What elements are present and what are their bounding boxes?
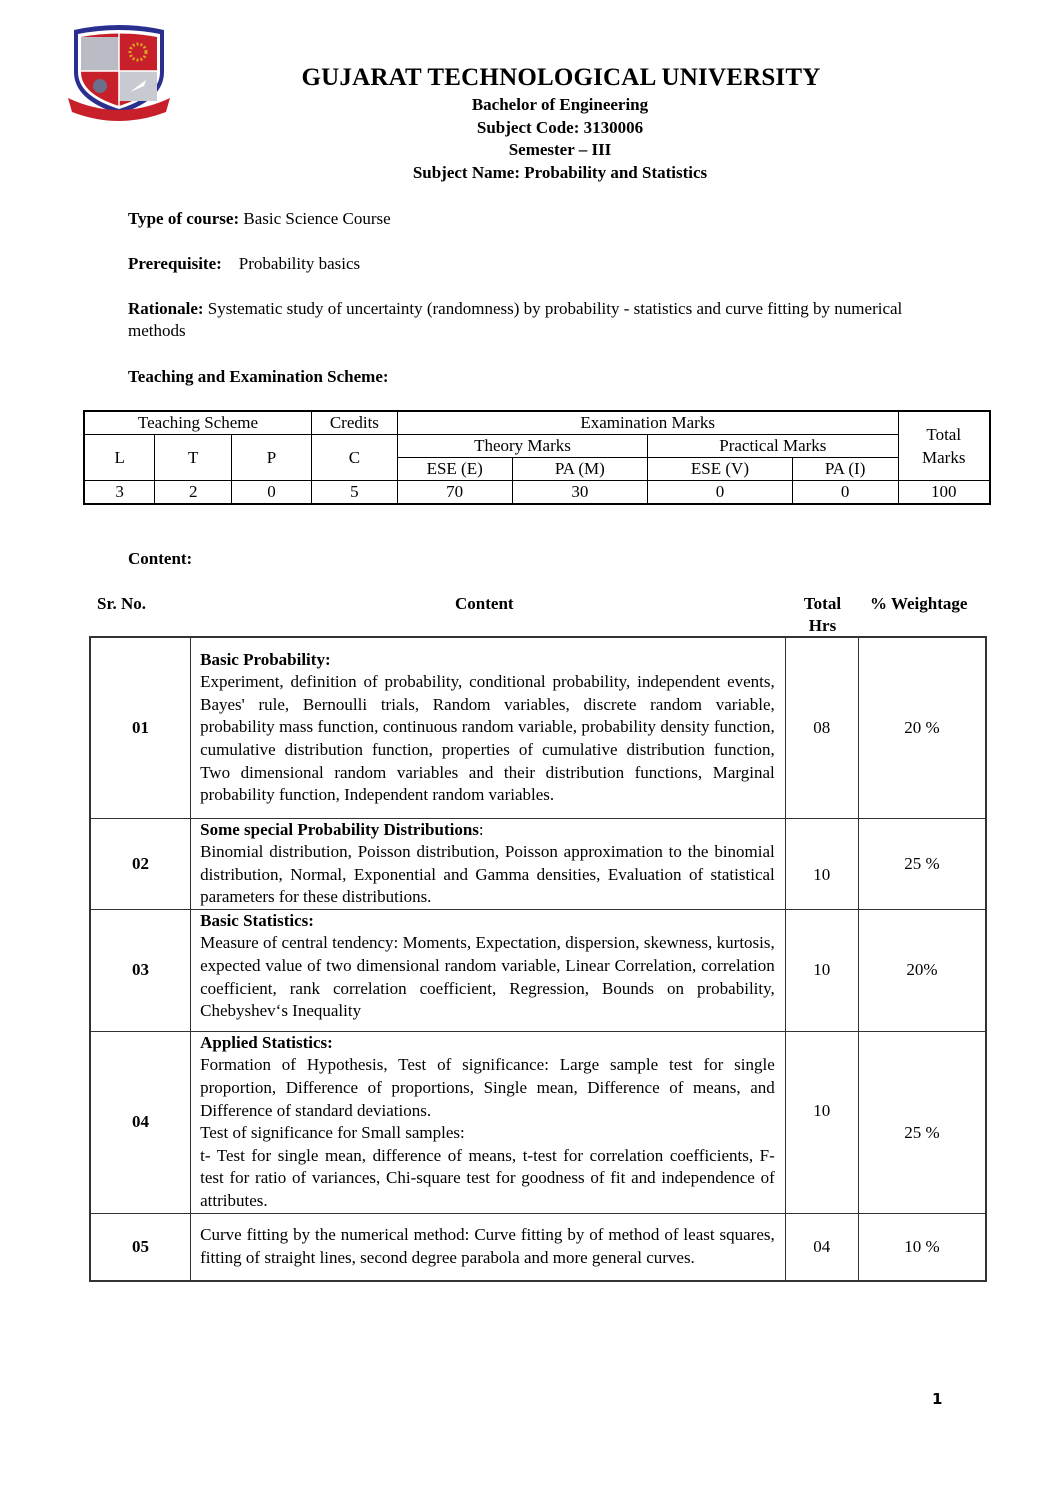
- table-row: [90, 818, 986, 909]
- row-weightage: 20%: [858, 909, 986, 1031]
- row-content: [191, 909, 786, 1031]
- type-of-course-label: Type of course:: [128, 209, 240, 228]
- row-hrs: [785, 818, 858, 909]
- content-table: [89, 636, 987, 1282]
- teaching-scheme-header: Teaching Scheme: [84, 411, 311, 435]
- col-L: L: [84, 435, 155, 481]
- row-description-2: Test of significance for Small samples:: [200, 1123, 465, 1143]
- value-total: 100: [898, 481, 990, 505]
- row-topic: Basic Statistics:: [200, 910, 314, 930]
- header-total-hrs-line1: Total: [803, 594, 842, 613]
- row-description: Measure of central tendency: Moments, Expectation, dispersion, skewness, kurtosis, expected value of two dimensional random variable, Linear Correlation, correlation coefficient, rank correlation coefficient, Regression, Bounds on probability, Chebyshev‘s Inequality: [200, 933, 775, 1021]
- subject-name: Subject Name: Probability and Statistics: [412, 162, 708, 182]
- row-weightage: 25 %: [858, 818, 986, 909]
- degree: Bachelor of Engineering: [471, 95, 649, 114]
- row-topic: Basic Probability:: [200, 649, 331, 669]
- rationale: [128, 298, 958, 342]
- value-L: 3: [84, 481, 155, 505]
- rationale-value: Systematic study of uncertainty (randomness) by probability - statistics and curve fitting by numerical methods: [128, 299, 903, 340]
- row-weightage: 20 %: [858, 637, 986, 818]
- row-sr-no: 04: [90, 1031, 191, 1213]
- value-P: 0: [232, 481, 312, 505]
- table-row: [90, 637, 986, 818]
- value-T: 2: [155, 481, 232, 505]
- header-content: Content: [455, 594, 514, 613]
- value-C: 5: [311, 481, 397, 505]
- row-weightage: [858, 1031, 986, 1213]
- col-C: C: [311, 435, 397, 481]
- header-total-hrs-line2: Hrs: [808, 616, 837, 635]
- col-ese-v: ESE (V): [648, 458, 793, 481]
- col-T: T: [155, 435, 232, 481]
- row-weightage: 10 %: [858, 1213, 986, 1281]
- scheme-values-row: [84, 481, 990, 505]
- row-topic: Applied Statistics:: [200, 1032, 333, 1052]
- table-row: [90, 1031, 986, 1213]
- prerequisite-value: Probability basics: [238, 254, 361, 273]
- row-hrs: 10: [785, 909, 858, 1031]
- table-row: [90, 909, 986, 1031]
- row-description: Curve fitting by the numerical method: Curve fitting by of method of least squares, fitting of straight lines, second degree parabola and more general curves.: [200, 1225, 775, 1267]
- credits-header: Credits: [311, 411, 397, 435]
- col-ese-e: ESE (E): [397, 458, 512, 481]
- row-hrs-value: 10: [813, 864, 831, 884]
- row-topic: Some special Probability Distributions: [200, 819, 479, 839]
- teaching-scheme-table: [83, 410, 991, 505]
- header-weightage: % Weightage: [870, 594, 968, 613]
- exam-marks-header: Examination Marks: [397, 411, 898, 435]
- type-of-course: [128, 208, 391, 230]
- total-marks-header: Total Marks: [898, 411, 990, 481]
- row-sr-no: 05: [90, 1213, 191, 1281]
- row-hrs: 08: [785, 637, 858, 818]
- content-heading: Content:: [128, 549, 193, 568]
- row-weightage-value: 25 %: [904, 1123, 940, 1143]
- row-sr-no: 03: [90, 909, 191, 1031]
- col-pa-i: PA (I): [792, 458, 898, 481]
- row-hrs: [785, 1031, 858, 1213]
- subject-code: Subject Code: 3130006: [476, 117, 644, 137]
- row-hrs: 04: [785, 1213, 858, 1281]
- theory-marks-header: Theory Marks: [397, 435, 647, 458]
- row-description-3: t- Test for single mean, difference of means, t-test for correlation coefficients, F- test for ratio of variances, Chi-square test for goodness of fit and independence of attributes.: [200, 1145, 775, 1211]
- type-of-course-value: Basic Science Course: [239, 209, 391, 228]
- table-row: [90, 1213, 986, 1281]
- col-P: P: [232, 435, 312, 481]
- header-sr-no: Sr. No.: [97, 594, 146, 613]
- row-content: [191, 637, 786, 818]
- value-ese-v: 0: [648, 481, 793, 505]
- row-content: [191, 1213, 786, 1281]
- row-topic-line: [200, 819, 775, 842]
- row-description: Formation of Hypothesis, Test of significance: Large sample test for single proportion, Difference of proportions, Single mean, Difference of means, and Difference of standard deviations.: [200, 1055, 775, 1120]
- practical-marks-header: Practical Marks: [648, 435, 898, 458]
- rationale-label: Rationale:: [128, 299, 204, 318]
- value-pa-m: 30: [512, 481, 648, 505]
- page-number: 1: [932, 1390, 943, 1408]
- scheme-heading: Teaching and Examination Scheme:: [128, 367, 389, 386]
- row-description: Experiment, definition of probability, conditional probability, independent events, Bayes' rule, Bernoulli trials, Random variables, discrete random variable, probability mass function, continuous random variable, probability density function, cumulative distribution function, properties of cumulative distribution function, Two dimensional random variables and their distribution functions, Marginal probability function, Independent random variables.: [200, 672, 775, 805]
- semester: Semester – III: [508, 140, 612, 159]
- header-total-hrs: [800, 593, 845, 637]
- document-header: [280, 62, 840, 184]
- value-pa-i: 0: [792, 481, 898, 505]
- university-name: GUJARAT TECHNOLOGICAL UNIVERSITY: [301, 64, 821, 91]
- row-hrs-value: 10: [813, 1101, 831, 1121]
- row-topic-suffix: :: [478, 819, 484, 839]
- value-ese-e: 70: [397, 481, 512, 505]
- row-description: Binomial distribution, Poisson distribution, Poisson approximation to the binomial distribution, Normal, Exponential and Gamma densities, Evaluation of statistical parameters for these distributions.: [200, 842, 775, 907]
- row-sr-no: 01: [90, 637, 191, 818]
- row-content: [191, 1031, 786, 1213]
- row-sr-no: 02: [90, 818, 191, 909]
- prerequisite-label: Prerequisite:: [128, 254, 222, 273]
- prerequisite: [128, 253, 360, 275]
- gtu-crest-logo-icon: [64, 22, 174, 122]
- row-content: [191, 818, 786, 909]
- col-pa-m: PA (M): [512, 458, 648, 481]
